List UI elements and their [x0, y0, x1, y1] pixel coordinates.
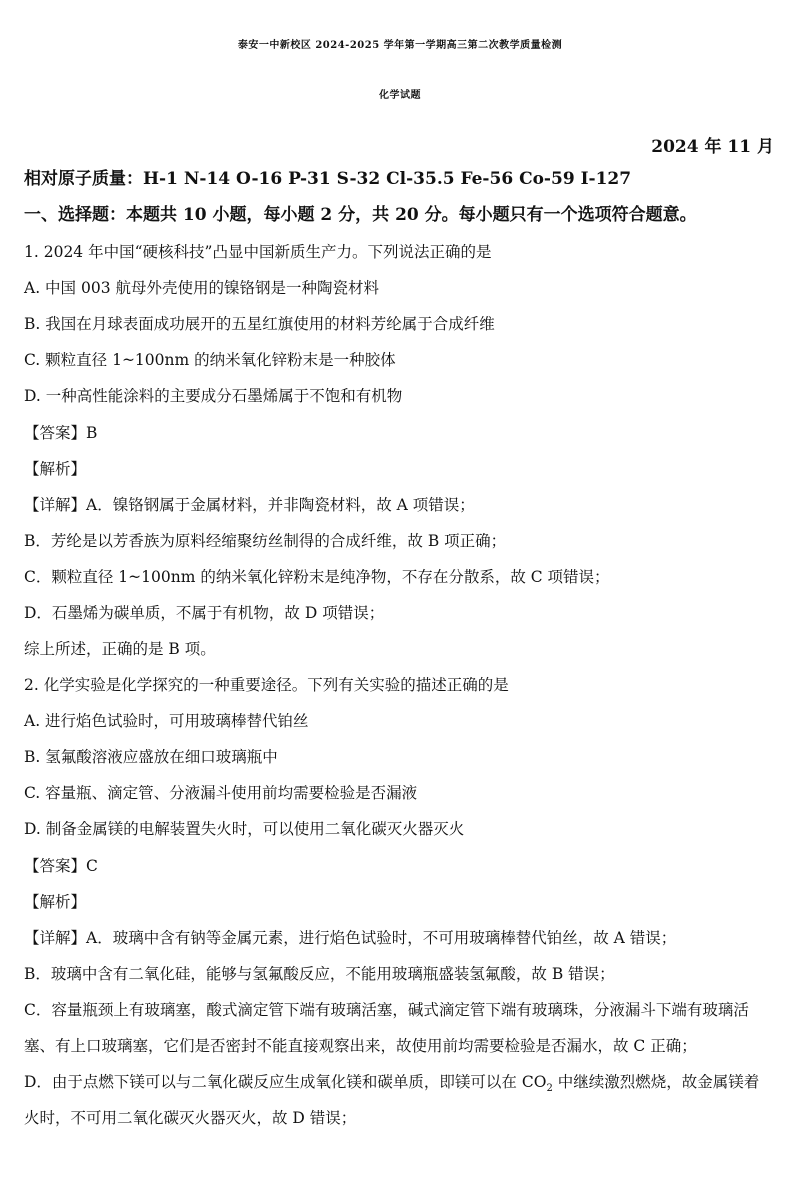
question-1-answer: 【答案】B	[24, 424, 98, 442]
detail-d-text-after: 中继续激烈燃烧，故金属镁着	[552, 1073, 760, 1091]
exam-date: 2024 年 11 月	[651, 137, 774, 157]
co2-subscript: 2	[546, 1083, 553, 1095]
section-heading: 一、选择题：本题共 10 小题，每小题 2 分，共 20 分。每小题只有一个选项符合题意。	[24, 205, 697, 225]
question-1-option-c: C. 颗粒直径 1~100nm 的纳米氧化锌粉末是一种胶体	[24, 351, 396, 369]
subject-title: 化学试题	[379, 90, 421, 101]
question-1-option-b: B. 我国在月球表面成功展开的五星红旗使用的材料芳纶属于合成纤维	[24, 315, 495, 333]
detail-d-text-before: D．由于点燃下镁可以与二氧化碳反应生成氧化镁和碳单质，即镁可以在 CO	[24, 1073, 547, 1091]
question-2-detail-b: B．玻璃中含有二氧化硅，能够与氢氟酸反应，不能用玻璃瓶盛装氢氟酸，故 B 错误；	[24, 965, 615, 983]
question-2-option-b: B. 氢氟酸溶液应盛放在细口玻璃瓶中	[24, 748, 278, 766]
question-2-detail-a: 【详解】A．玻璃中含有钠等金属元素，进行焰色试验时，不可用玻璃棒替代铂丝，故 A 错误；	[24, 929, 677, 947]
atomic-masses: 相对原子质量：H-1 N-14 O-16 P-31 S-32 Cl-35.5 Fe-56 Co-59 I-127	[24, 169, 632, 189]
question-1-detail-a: 【详解】A．镍铬钢属于金属材料，并非陶瓷材料，故 A 项错误；	[24, 496, 475, 514]
question-2-detail-c-line1: C．容量瓶颈上有玻璃塞，酸式滴定管下端有玻璃活塞，碱式滴定管下端有玻璃珠，分液漏斗下端有玻璃活	[24, 1001, 749, 1019]
exam-title: 泰安一中新校区 2024-2025 学年第一学期高三第二次教学质量检测	[237, 40, 563, 51]
question-1-analysis-label: 【解析】	[24, 460, 87, 478]
question-1-stem: 1. 2024 年中国“硬核科技”凸显中国新质生产力。下列说法正确的是	[24, 243, 492, 261]
question-2-stem: 2. 化学实验是化学探究的一种重要途径。下列有关实验的描述正确的是	[24, 676, 509, 694]
question-2-detail-d-line2: 火时，不可用二氧化碳灭火器灭火，故 D 错误；	[24, 1109, 357, 1127]
question-1-detail-d: D．石墨烯为碳单质，不属于有机物，故 D 项错误；	[24, 604, 385, 622]
question-2-option-c: C. 容量瓶、滴定管、分液漏斗使用前均需要检验是否漏液	[24, 784, 418, 802]
question-1-detail-b: B．芳纶是以芳香族为原料经缩聚纺丝制得的合成纤维，故 B 项正确；	[24, 532, 507, 550]
question-1-detail-c: C．颗粒直径 1~100nm 的纳米氧化锌粉末是纯净物，不存在分散系，故 C 项错误；	[24, 568, 610, 586]
question-2-detail-d-line1	[24, 1072, 780, 1095]
question-1-option-d: D. 一种高性能涂料的主要成分石墨烯属于不饱和有机物	[24, 387, 403, 405]
question-1-option-a: A. 中国 003 航母外壳使用的镍铬钢是一种陶瓷材料	[24, 279, 379, 297]
question-2-answer: 【答案】C	[24, 857, 98, 875]
question-2-option-d: D. 制备金属镁的电解装置失火时，可以使用二氧化碳灭火器灭火	[24, 820, 465, 838]
question-2-option-a: A. 进行焰色试验时，可用玻璃棒替代铂丝	[24, 712, 309, 730]
question-1-conclusion: 综上所述，正确的是 B 项。	[24, 640, 216, 658]
question-2-analysis-label: 【解析】	[24, 893, 87, 911]
question-2-detail-c-line2: 塞、有上口玻璃塞，它们是否密封不能直接观察出来，故使用前均需要检验是否漏水，故 C 正确；	[24, 1037, 697, 1055]
